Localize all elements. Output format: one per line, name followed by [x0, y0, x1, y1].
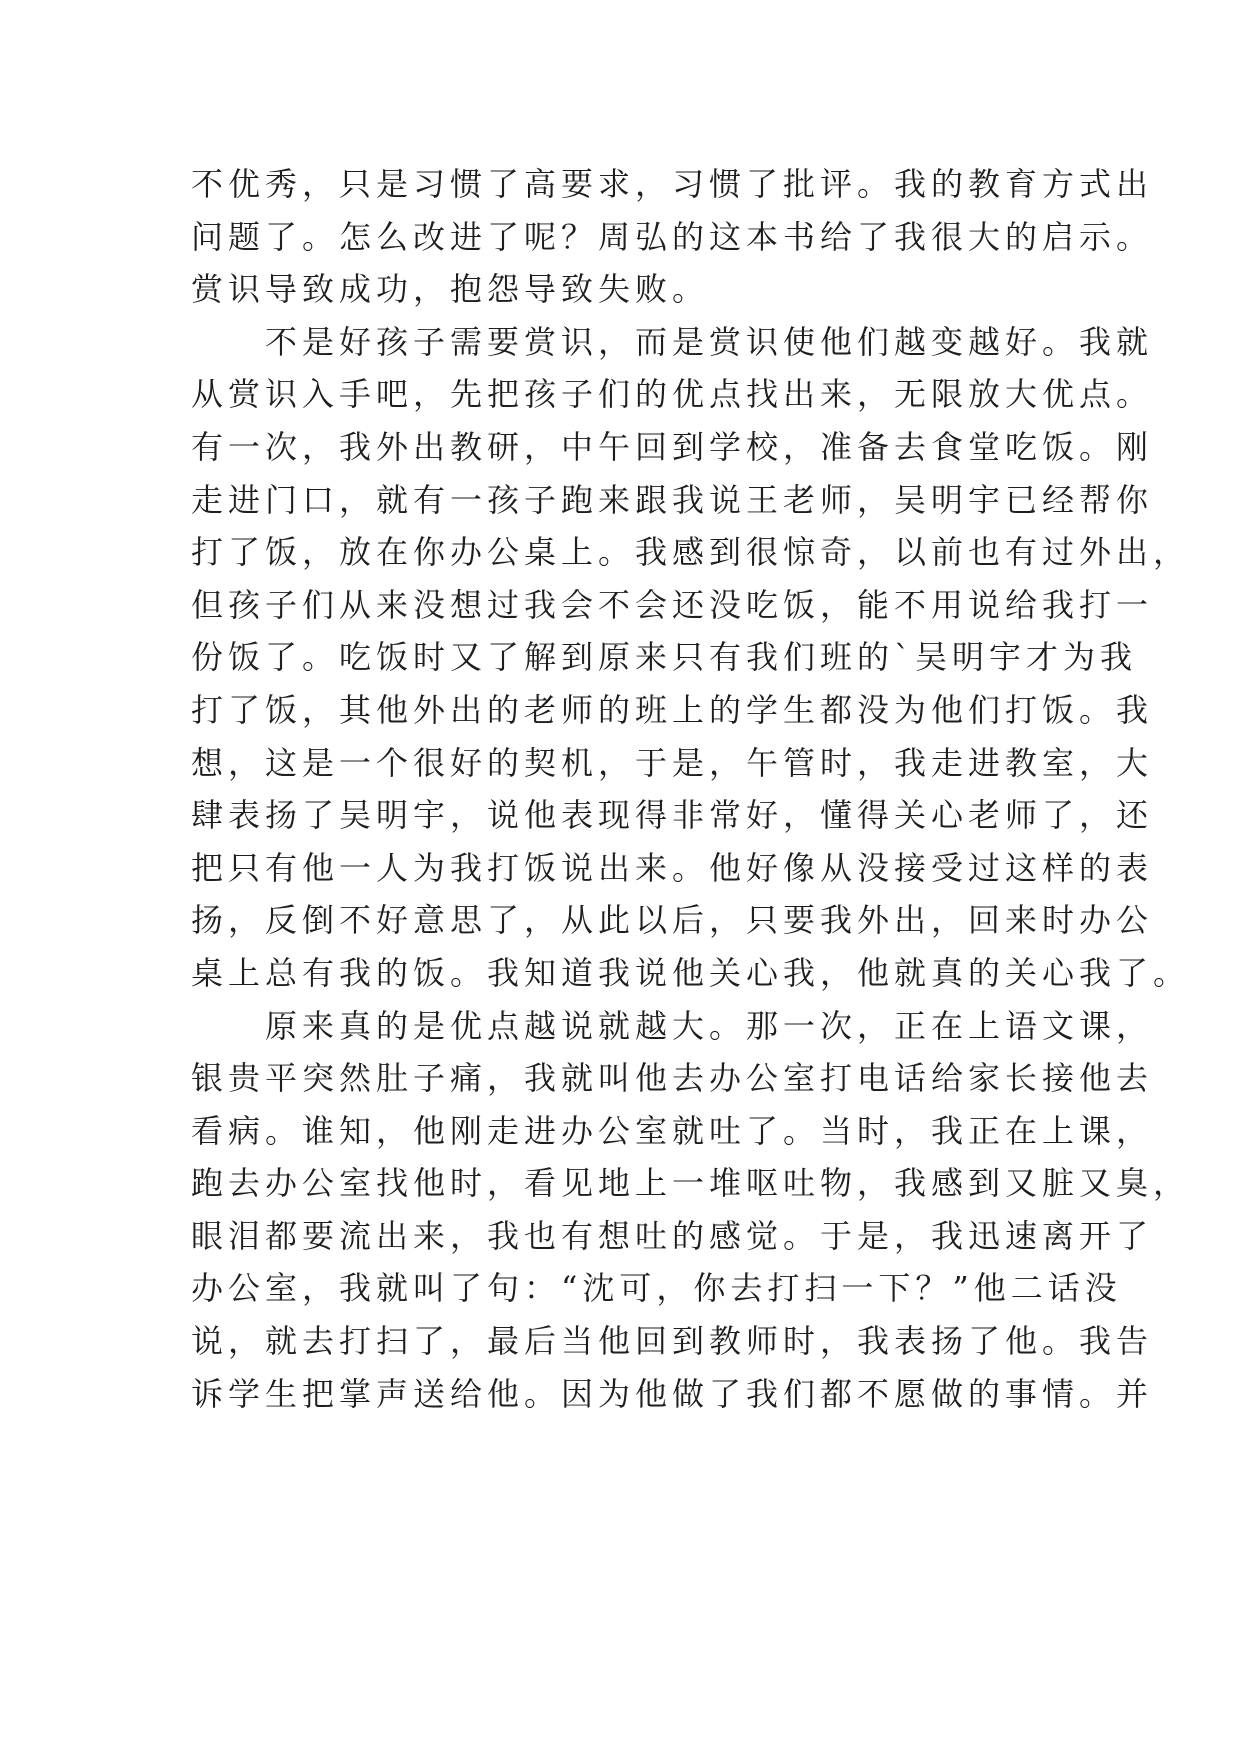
- text-line: 把只有他一人为我打饭说出来。他好像从没接受过这样的表: [191, 848, 1154, 887]
- text-line: 有一次，我外出教研，中午回到学校，准备去食堂吃饭。刚: [191, 427, 1154, 466]
- text-line: 肆表扬了吴明宇，说他表现得非常好，懂得关心老师了，还: [191, 796, 1154, 835]
- text-line: 看病。谁知，他刚走进办公室就吐了。当时，我正在上课，: [191, 1111, 1154, 1150]
- text-line: 打了饭，放在你办公桌上。我感到很惊奇，以前也有过外出，: [191, 533, 1191, 572]
- text-line: 不优秀，只是习惯了高要求，习惯了批评。我的教育方式出: [191, 165, 1154, 203]
- body-text: [191, 158, 1191, 1420]
- text-line: 打了饭，其他外出的老师的班上的学生都没为他们打饭。我: [191, 690, 1154, 729]
- text-line: 走进门口，就有一孩子跑来跟我说王老师，吴明宇已经帮你: [191, 480, 1154, 519]
- text-line: 办公室，我就叫了句：“沈可，你去打扫一下？”他二话没: [191, 1269, 1122, 1308]
- text-line: 问题了。怎么改进了呢？周弘的这本书给了我很大的启示。: [191, 217, 1154, 256]
- text-line: 跑去办公室找他时，看见地上一堆呕吐物，我感到又脏又臭，: [191, 1164, 1191, 1203]
- text-line: 从赏识入手吧，先把孩子们的优点找出来，无限放大优点。: [191, 375, 1154, 414]
- text-line: 桌上总有我的饭。我知道我说他关心我，他就真的关心我了。: [191, 953, 1191, 992]
- text-line: 银贵平突然肚子痛，我就叫他去办公室打电话给家长接他去: [191, 1059, 1154, 1098]
- text-line: 但孩子们从来没想过我会不会还没吃饭，能不用说给我打一: [191, 585, 1154, 624]
- text-line: 扬，反倒不好意思了，从此以后，只要我外出，回来时办公: [191, 901, 1154, 940]
- text-line: 诉学生把掌声送给他。因为他做了我们都不愿做的事情。并: [191, 1374, 1154, 1413]
- text-line: 说，就去打扫了，最后当他回到教师时，我表扬了他。我告: [191, 1322, 1154, 1361]
- text-line: 眼泪都要流出来，我也有想吐的感觉。于是，我迅速离开了: [191, 1216, 1154, 1255]
- text-line: 原来真的是优点越说就越大。那一次，正在上语文课，: [191, 1006, 1154, 1045]
- text-line: 份饭了。吃饭时又了解到原来只有我们班的`吴明宇才为我: [191, 638, 1138, 677]
- text-line: 赏识导致成功，抱怨导致失败。: [191, 270, 710, 309]
- text-line: 不是好孩子需要赏识，而是赏识使他们越变越好。我就: [191, 322, 1154, 361]
- text-line: 想，这是一个很好的契机，于是，午管时，我走进教室，大: [191, 743, 1154, 782]
